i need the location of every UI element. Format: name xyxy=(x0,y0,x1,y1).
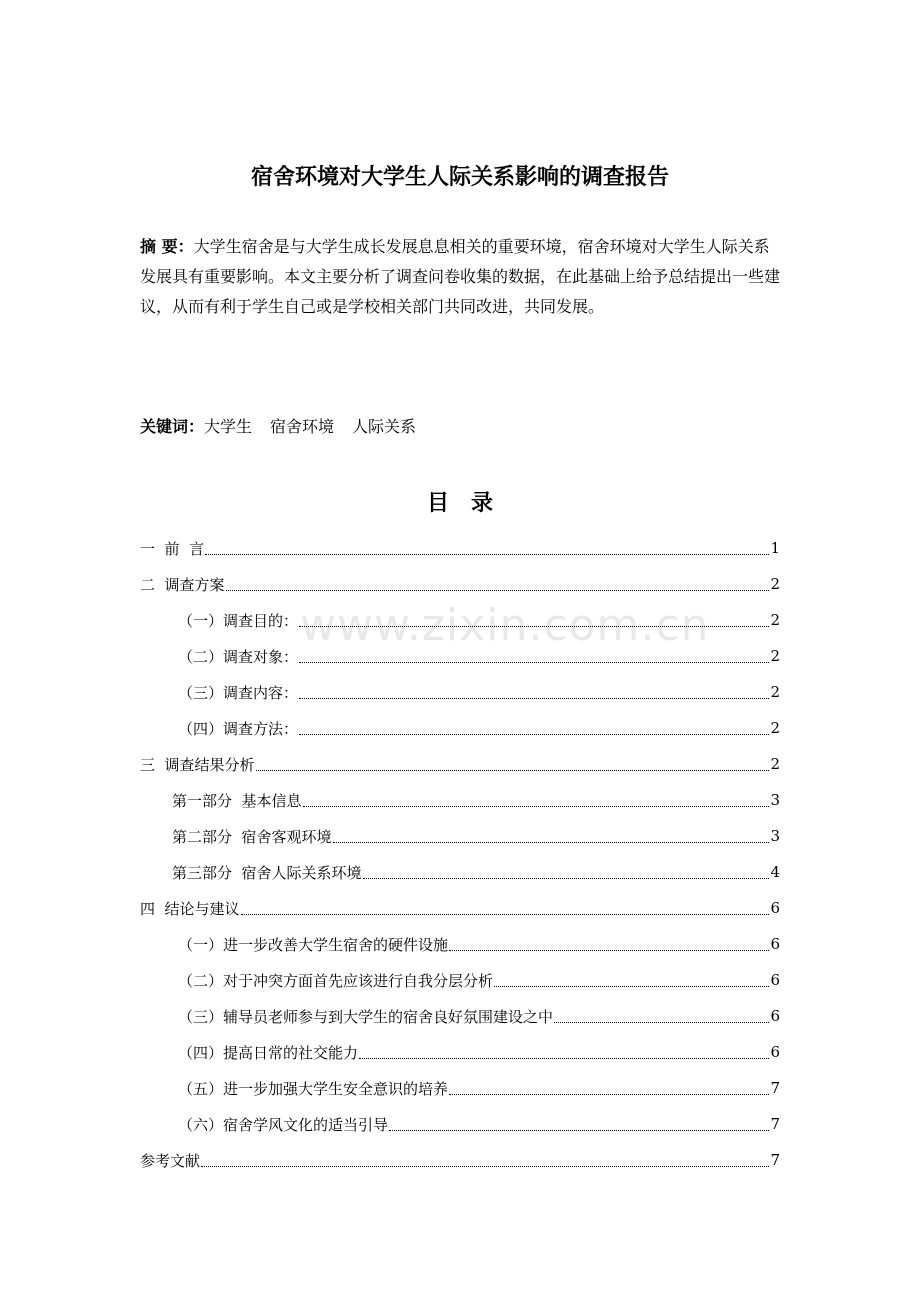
toc-entry-page: 2 xyxy=(770,647,780,665)
toc-leader xyxy=(494,986,769,987)
toc-entry-text: 二 调查方案 xyxy=(140,575,225,594)
toc-entry[interactable] xyxy=(178,674,780,710)
toc-entry-page: 7 xyxy=(770,1079,780,1097)
keyword: 大学生 xyxy=(204,417,253,436)
toc-entry-page: 7 xyxy=(770,1115,780,1133)
toc-leader xyxy=(299,698,769,699)
toc-leader xyxy=(449,1094,769,1095)
toc-entry-text: （二）调查对象： xyxy=(178,647,299,666)
toc-leader xyxy=(363,878,770,879)
toc-leader xyxy=(205,554,769,555)
toc-entry-text: 一 前 言 xyxy=(140,539,205,558)
toc-leader xyxy=(359,1058,769,1059)
toc-entry-text: （一）调查目的： xyxy=(178,611,299,630)
toc-entry-text: 四 结论与建议 xyxy=(140,899,240,918)
toc-entry-page: 6 xyxy=(770,971,780,989)
abstract xyxy=(140,232,785,322)
toc-entry-text: 三 调查结果分析 xyxy=(140,755,255,774)
keyword: 人际关系 xyxy=(352,417,417,436)
document-title: 宿舍环境对大学生人际关系影响的调查报告 xyxy=(250,165,669,190)
toc-entry[interactable] xyxy=(178,998,780,1034)
toc-entry-page: 3 xyxy=(770,827,780,845)
toc-entry-page: 6 xyxy=(770,1043,780,1061)
toc-entry[interactable] xyxy=(172,818,780,854)
toc-entry-page: 1 xyxy=(770,539,780,557)
toc-title: 目录 xyxy=(426,491,515,516)
toc-entry-text: 第二部分 宿舍客观环境 xyxy=(172,827,332,846)
toc-entry-page: 3 xyxy=(770,791,780,809)
toc-entry[interactable] xyxy=(140,1142,780,1178)
toc-leader xyxy=(554,1022,769,1023)
toc-entry-page: 2 xyxy=(770,719,780,737)
toc-entry-text: （四）提高日常的社交能力 xyxy=(178,1043,359,1062)
toc-entry-page: 6 xyxy=(770,935,780,953)
toc-entry[interactable] xyxy=(172,854,780,890)
toc-entry-page: 2 xyxy=(770,611,780,629)
toc-leader xyxy=(226,590,770,591)
toc-leader xyxy=(299,734,769,735)
toc-entry-text: 第三部分 宿舍人际关系环境 xyxy=(172,863,362,882)
toc-entry[interactable] xyxy=(178,710,780,746)
toc-entry-text: 参考文献 xyxy=(140,1151,201,1170)
toc-entry-page: 2 xyxy=(770,683,780,701)
toc-entry[interactable] xyxy=(178,1106,780,1142)
keyword: 宿舍环境 xyxy=(270,417,335,436)
toc-leader xyxy=(333,842,770,843)
toc-entry[interactable] xyxy=(140,746,780,782)
toc-entry-page: 4 xyxy=(770,863,780,881)
toc-leader xyxy=(299,662,769,663)
toc-entry[interactable] xyxy=(178,926,780,962)
abstract-text: 大学生宿舍是与大学生成长发展息息相关的重要环境，宿舍环境对大学生人际关系发展具有重要影响。本文主要分析了调查问卷收集的数据，在此基础上给予总结提出一些建议，从而有利于学生自己或是学校相关部门共同改进，共同发展。 xyxy=(140,237,781,316)
toc-entry-text: （一）进一步改善大学生宿舍的硬件设施 xyxy=(178,935,449,954)
toc-entry-page: 2 xyxy=(770,575,780,593)
toc-entry-page: 7 xyxy=(770,1151,780,1169)
toc-entry-text: （三）辅导员老师参与到大学生的宿舍良好氛围建设之中 xyxy=(178,1007,554,1026)
toc-leader xyxy=(389,1130,769,1131)
toc-entry[interactable] xyxy=(178,1070,780,1106)
keywords-label: 关键词： xyxy=(140,417,205,436)
toc-entry[interactable] xyxy=(178,962,780,998)
toc-entry[interactable] xyxy=(172,782,780,818)
toc-entry-page: 6 xyxy=(770,1007,780,1025)
keywords xyxy=(140,412,785,442)
toc-entry[interactable] xyxy=(140,890,780,926)
toc-entry-page: 6 xyxy=(770,899,780,917)
toc-leader xyxy=(201,1166,769,1167)
toc-leader xyxy=(241,914,770,915)
toc-entry-page: 2 xyxy=(770,755,780,773)
toc-leader xyxy=(256,770,770,771)
toc-leader xyxy=(449,950,769,951)
toc-leader xyxy=(303,806,770,807)
toc-entry-text: （四）调查方法： xyxy=(178,719,299,738)
toc-entry[interactable] xyxy=(140,530,780,566)
toc-entry[interactable] xyxy=(140,566,780,602)
toc-entry-text: （三）调查内容： xyxy=(178,683,299,702)
toc-entry-text: 第一部分 基本信息 xyxy=(172,791,302,810)
toc-entry-text: （六）宿舍学风文化的适当引导 xyxy=(178,1115,389,1134)
abstract-label: 摘 要： xyxy=(140,237,194,256)
toc-entry[interactable] xyxy=(178,1034,780,1070)
toc-entry-text: （五）进一步加强大学生安全意识的培养 xyxy=(178,1079,449,1098)
toc-entry-text: （二）对于冲突方面首先应该进行自我分层分析 xyxy=(178,971,494,990)
watermark: www.zixin.com.cn xyxy=(300,600,710,651)
